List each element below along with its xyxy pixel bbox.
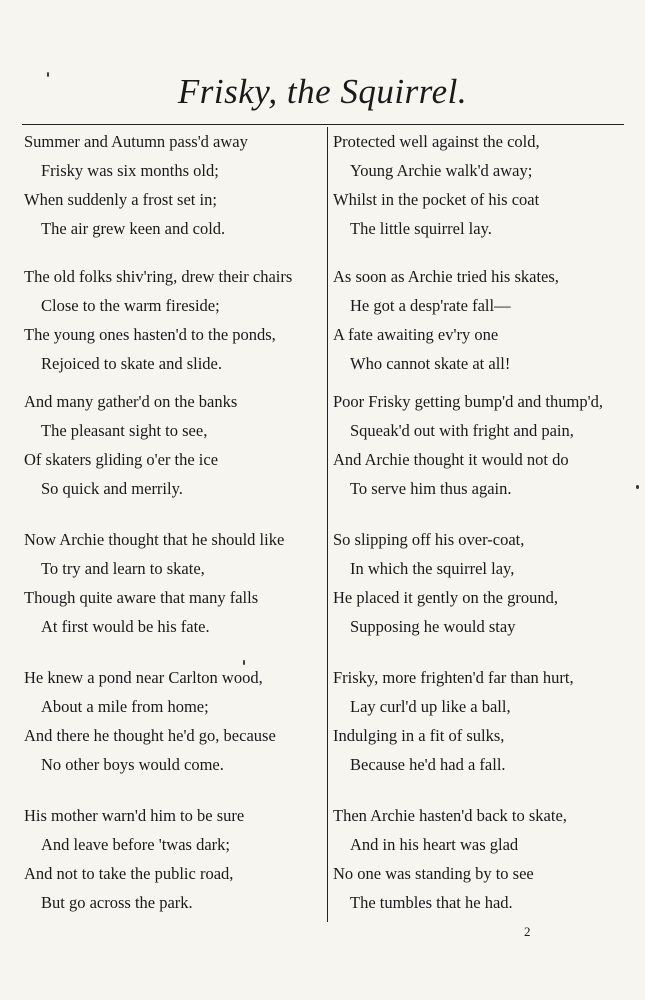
poem-line: He got a desp'rate fall—	[350, 296, 511, 315]
column-divider	[327, 127, 328, 922]
poem-line: Indulging in a fit of sulks,	[333, 726, 505, 745]
stanza	[24, 663, 276, 779]
stanza	[333, 387, 603, 503]
stanza	[333, 801, 567, 917]
poem-line: The air grew keen and cold.	[41, 219, 226, 238]
poem-line: Because he'd had a fall.	[350, 755, 506, 774]
page-number: 2	[524, 924, 531, 939]
poem-line: The old folks shiv'ring, drew their chairs	[24, 267, 293, 286]
stanza	[333, 262, 559, 378]
poem-line: In which the squirrel lay,	[350, 559, 515, 578]
poem-line: His mother warn'd him to be sure	[24, 806, 245, 825]
poem-line: Though quite aware that many falls	[24, 588, 259, 607]
title-rule	[22, 124, 624, 125]
print-speck	[47, 72, 49, 77]
poem-line: The little squirrel lay.	[350, 219, 492, 238]
poem-line: And many gather'd on the banks	[24, 392, 238, 411]
stanza	[24, 525, 284, 641]
poem-line: Poor Frisky getting bump'd and thump'd,	[333, 392, 603, 411]
poem-line: To try and learn to skate,	[41, 559, 205, 578]
poem-line: Rejoiced to skate and slide.	[41, 354, 222, 373]
poem-line: Frisky was six months old;	[41, 161, 219, 180]
poem-line: And there he thought he'd go, because	[24, 726, 276, 745]
poem-line: Protected well against the cold,	[333, 132, 540, 151]
stanza	[24, 801, 244, 917]
poem-line: The pleasant sight to see,	[41, 421, 208, 440]
poem-line: And not to take the public road,	[24, 864, 234, 883]
poem-title: Frisky, the Squirrel.	[177, 72, 468, 111]
poem-line: As soon as Archie tried his skates,	[333, 267, 559, 286]
poem-line: No one was standing by to see	[333, 864, 534, 883]
poem-line: To serve him thus again.	[350, 479, 512, 498]
poem-line: So quick and merrily.	[41, 479, 183, 498]
poem-line: No other boys would come.	[41, 755, 224, 774]
poem-line: Now Archie thought that he should like	[24, 530, 285, 549]
poem-line: And leave before 'twas dark;	[41, 835, 230, 854]
stanza	[24, 127, 248, 243]
poem-line: And in his heart was glad	[350, 835, 519, 854]
poem-line: At first would be his fate.	[41, 617, 210, 636]
stanza	[333, 525, 558, 641]
poem-line: Frisky, more frighten'd far than hurt,	[333, 668, 574, 687]
poem-line: The young ones hasten'd to the ponds,	[24, 325, 276, 344]
poem-line: About a mile from home;	[41, 697, 209, 716]
stanza	[333, 663, 574, 779]
poem-line: But go across the park.	[41, 893, 193, 912]
poem-line: Lay curl'd up like a ball,	[350, 697, 511, 716]
poem-line: And Archie thought it would not do	[333, 450, 569, 469]
poem-line: Close to the warm fireside;	[41, 296, 220, 315]
poem-line: Supposing he would stay	[350, 617, 516, 636]
poem-line: A fate awaiting ev'ry one	[333, 325, 499, 344]
print-speck	[636, 485, 639, 489]
poem-line: Who cannot skate at all!	[350, 354, 511, 373]
poem-line: Whilst in the pocket of his coat	[333, 190, 540, 209]
poem-line: Of skaters gliding o'er the ice	[24, 450, 219, 469]
stanza	[24, 387, 237, 503]
poem-line: So slipping off his over-coat,	[333, 530, 525, 549]
poem-line: Summer and Autumn pass'd away	[24, 132, 248, 151]
stanza	[333, 127, 540, 243]
poem-line: He knew a pond near Carlton wood,	[24, 668, 263, 687]
poem-line: When suddenly a frost set in;	[24, 190, 217, 209]
print-speck	[243, 660, 245, 665]
poem-line: He placed it gently on the ground,	[333, 588, 558, 607]
poem-line: The tumbles that he had.	[350, 893, 513, 912]
poem-line: Young Archie walk'd away;	[350, 161, 533, 180]
poem-line: Squeak'd out with fright and pain,	[350, 421, 574, 440]
poem-line: Then Archie hasten'd back to skate,	[333, 806, 567, 825]
stanza	[24, 262, 292, 378]
